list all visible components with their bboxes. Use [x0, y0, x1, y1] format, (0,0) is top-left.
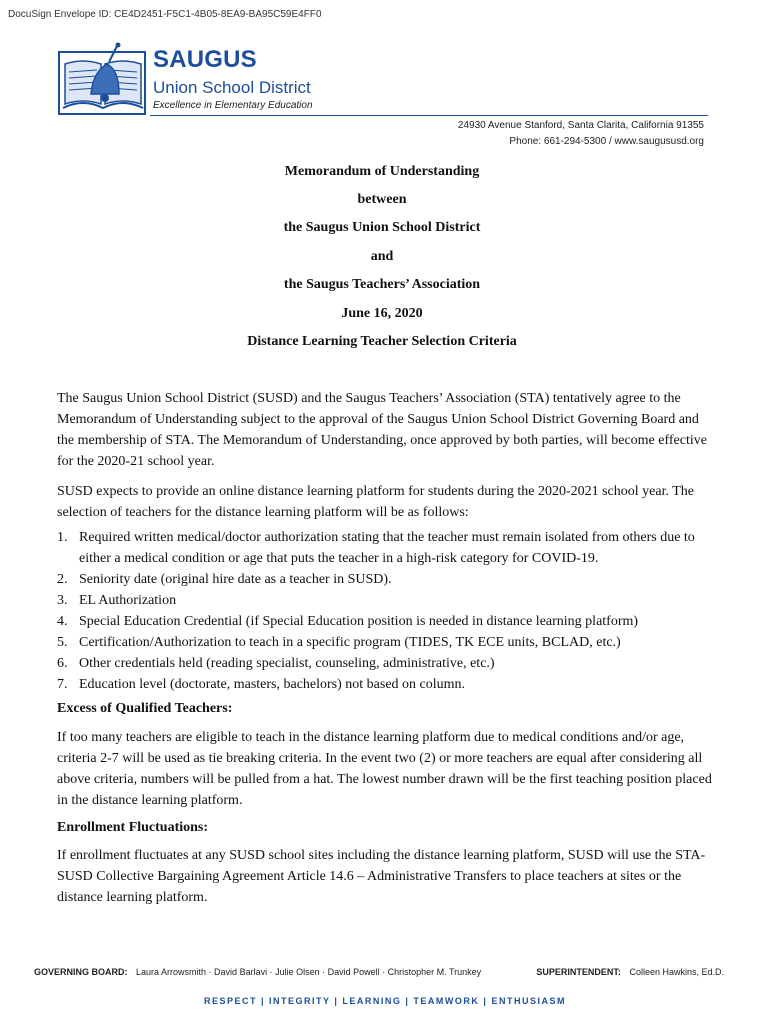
- criteria-item: 1. Required written medical/doctor authorization stating that the teacher must remain isolated from others due to either a medical condition or age that puts the teacher in a high-risk category for COVID-19.: [57, 530, 695, 566]
- criteria-item: 6. Other credentials held (reading specialist, counseling, administrative, etc.): [57, 656, 495, 671]
- criteria-item: 4. Special Education Credential (if Special Education position is needed in distance learning platform): [57, 614, 639, 629]
- section-body-excess: If too many teachers are eligible to teach in the distance learning platform due to medical conditions and/or age, criteria 2-7 will be used as tie breaking criteria. In the event two (2) or more teachers are equal after considering all above criteria, numbers will be pulled from a hat. The lowest number drawn will be the first teaching position placed in the distance learning platform.: [57, 730, 712, 808]
- docusign-envelope-id: DocuSign Envelope ID: CE4D2451-F5C1-4B05-8EA9-BA95C59E4FF0: [8, 9, 322, 20]
- memo-and: and: [370, 249, 394, 264]
- district-subtitle: Union School District: [153, 78, 311, 97]
- memo-between: between: [357, 192, 407, 207]
- district-name: SAUGUS: [153, 46, 257, 73]
- intro-paragraph: The Saugus Union School District (SUSD) and the Saugus Teachers’ Association (STA) tentatively agree to the Memorandum of Understanding subject to the approval of the Saugus Union School District Governing Board and the membership of STA. The Memorandum of Understanding, once approved by both parties, will become effective for the 2020-21 school year.: [57, 391, 707, 469]
- section-body-enrollment: If enrollment fluctuates at any SUSD school sites including the distance learning platform, SUSD will use the STA-SUSD Collective Bargaining Agreement Article 14.6 – Administrative Transfers to place teachers at sites or the distance learning platform.: [57, 848, 706, 905]
- header-divider: [150, 115, 708, 116]
- criteria-item: 5. Certification/Authorization to teach in a specific program (TIDES, TK ECE units, BCLAD, etc.): [57, 635, 621, 650]
- criteria-item: 7. Education level (doctorate, masters, bachelors) not based on column.: [57, 677, 466, 692]
- footer-values: RESPECT | INTEGRITY | LEARNING | TEAMWORK | ENTHUSIASM: [204, 996, 566, 1006]
- board-label: GOVERNING BOARD:: [34, 967, 128, 977]
- footer-board: [34, 967, 724, 977]
- district-logo: [57, 42, 149, 122]
- board-members: Laura Arrowsmith · David Barlavi · Julie Olsen · David Powell · Christopher M. Trunkey: [136, 967, 482, 977]
- memo-date: June 16, 2020: [341, 306, 423, 321]
- memo-party-association: the Saugus Teachers’ Association: [283, 277, 481, 292]
- criteria-item: 2. Seniority date (original hire date as a teacher in SUSD).: [57, 572, 392, 587]
- superintendent-label: SUPERINTENDENT:: [536, 967, 621, 977]
- book-bell-logo-icon: [57, 42, 149, 122]
- memo-party-district: the Saugus Union School District: [283, 220, 481, 235]
- criteria-intro: SUSD expects to provide an online distance learning platform for students during the 2020-2021 school year. The selection of teachers for the distance learning platform will be as follows:: [57, 484, 694, 520]
- section-heading-excess: Excess of Qualified Teachers:: [57, 701, 233, 716]
- superintendent-name: Colleen Hawkins, Ed.D.: [629, 967, 724, 977]
- district-phone-website: Phone: 661-294-5300 / www.saugususd.org: [509, 136, 704, 147]
- district-address: 24930 Avenue Stanford, Santa Clarita, California 91355: [457, 120, 704, 131]
- memo-subject: Distance Learning Teacher Selection Criteria: [247, 334, 517, 349]
- criteria-list: [57, 527, 717, 695]
- criteria-item: 3. EL Authorization: [57, 593, 177, 608]
- district-tagline: Excellence in Elementary Education: [153, 100, 313, 111]
- section-heading-enrollment: Enrollment Fluctuations:: [57, 820, 209, 835]
- memo-title: Memorandum of Understanding: [284, 164, 480, 179]
